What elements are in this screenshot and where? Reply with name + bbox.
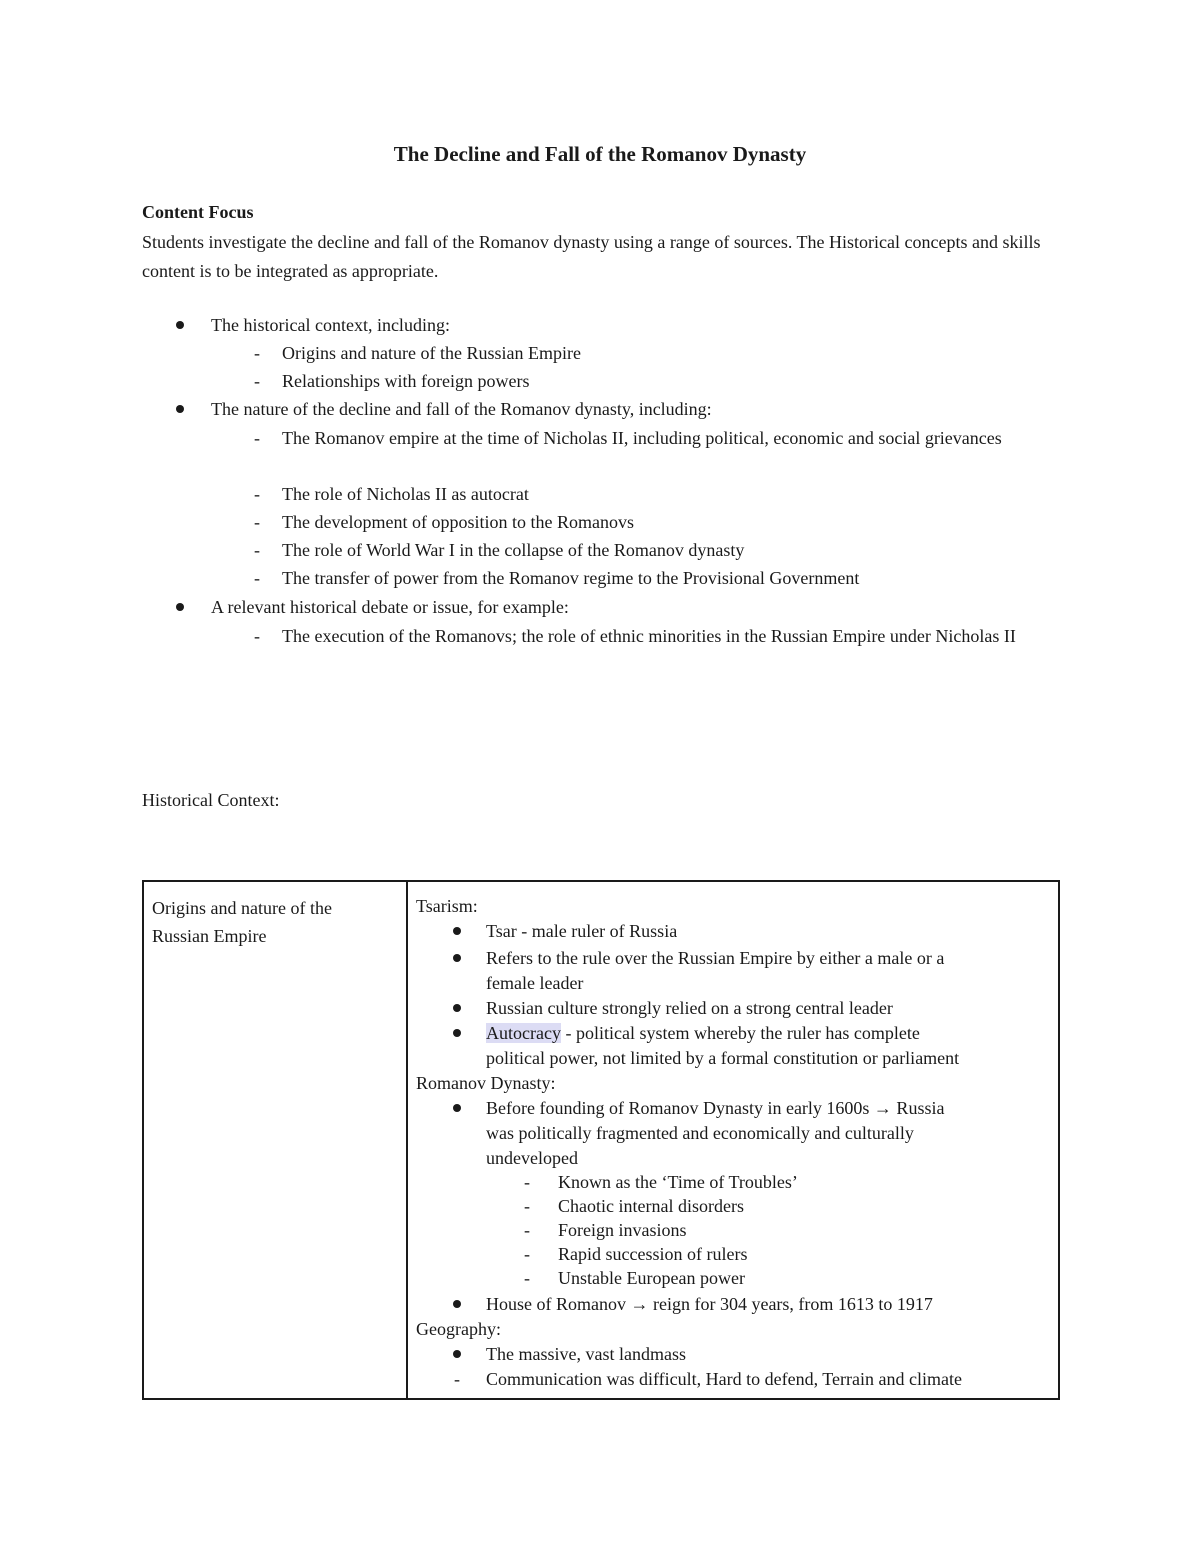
bullet-icon [453, 1350, 461, 1358]
note-line: Autocracy - political system whereby the ruler has complete [486, 1023, 920, 1043]
dash-icon: - [524, 1220, 530, 1240]
section-heading: Geography: [416, 1319, 501, 1339]
bullet-icon [453, 954, 461, 962]
table-cell-notes [407, 881, 1059, 1399]
sub-list-item: The Romanov empire at the time of Nicholas II, including political, economic and social grievances [282, 428, 1002, 448]
page-title: The Decline and Fall of the Romanov Dynasty [393, 142, 807, 166]
dash-icon: - [254, 371, 260, 391]
dash-icon: - [254, 484, 260, 504]
note-line: Communication was difficult, Hard to defend, Terrain and climate [486, 1369, 962, 1389]
sub-note-line: Known as the ‘Time of Troubles’ [558, 1172, 798, 1192]
note-line: The massive, vast landmass [486, 1344, 686, 1364]
note-line: undeveloped [486, 1148, 578, 1168]
list-item: The historical context, including: [211, 315, 450, 335]
list-item: The nature of the decline and fall of the Romanov dynasty, including: [211, 399, 712, 419]
sub-note-line: Unstable European power [558, 1268, 745, 1288]
dash-icon: - [524, 1268, 530, 1288]
note-line: Tsar - male ruler of Russia [486, 921, 678, 941]
sub-note-line: Rapid succession of rulers [558, 1244, 748, 1264]
note-line: Before founding of Romanov Dynasty in early 1600s → Russia [486, 1098, 945, 1118]
dash-icon: - [254, 568, 260, 588]
dash-icon: - [254, 343, 260, 363]
dash-icon: - [524, 1196, 530, 1216]
bullet-icon [453, 927, 461, 935]
sub-list-item: The execution of the Romanovs; the role of ethnic minorities in the Russian Empire under Nicholas II [282, 626, 1016, 646]
dash-icon: - [454, 1369, 460, 1389]
topic-label: Origins and nature of the Russian Empire [152, 898, 332, 946]
note-line: Russian culture strongly relied on a strong central leader [486, 998, 893, 1018]
sub-note-line: Foreign invasions [558, 1220, 687, 1240]
dash-icon: - [254, 626, 260, 646]
sub-list-item: The role of World War I in the collapse of the Romanov dynasty [282, 540, 745, 560]
dash-icon: - [254, 512, 260, 532]
note-line: was politically fragmented and economically and culturally [486, 1123, 914, 1143]
table-cell-topic [143, 881, 407, 1399]
bullet-icon [176, 405, 184, 413]
sub-list-item: Relationships with foreign powers [282, 371, 530, 391]
sub-list-item: The development of opposition to the Romanovs [282, 512, 634, 532]
list-item: A relevant historical debate or issue, for example: [211, 597, 569, 617]
historical-context-label: Historical Context: [142, 790, 280, 810]
bullet-icon [453, 1029, 461, 1037]
sub-list-item: The role of Nicholas II as autocrat [282, 484, 529, 504]
section-heading: Romanov Dynasty: [416, 1073, 556, 1093]
sub-list-item: The transfer of power from the Romanov regime to the Provisional Government [282, 568, 860, 588]
note-line: Refers to the rule over the Russian Empire by either a male or a [486, 948, 945, 968]
bullet-icon [453, 1104, 461, 1112]
content-focus-heading: Content Focus [142, 202, 254, 222]
bullet-icon [176, 603, 184, 611]
note-line: female leader [486, 973, 584, 993]
sub-note-line: Chaotic internal disorders [558, 1196, 744, 1216]
highlighted-term: Autocracy [486, 1023, 561, 1043]
historical-context-table [142, 880, 1060, 1400]
dash-icon: - [254, 540, 260, 560]
bullet-icon [453, 1300, 461, 1308]
sub-list-item: Origins and nature of the Russian Empire [282, 343, 581, 363]
note-line: House of Romanov → reign for 304 years, from 1613 to 1917 [486, 1294, 933, 1314]
dash-icon: - [524, 1172, 530, 1192]
dash-icon: - [254, 428, 260, 448]
note-line: political power, not limited by a formal constitution or parliament [486, 1048, 960, 1068]
bullet-icon [176, 321, 184, 329]
section-heading: Tsarism: [416, 896, 478, 916]
content-focus-paragraph: Students investigate the decline and fall of the Romanov dynasty using a range of sources. The Historical concepts and skills content is to be integrated as appropriate. [142, 232, 1041, 281]
bullet-icon [453, 1004, 461, 1012]
dash-icon: - [524, 1244, 530, 1264]
